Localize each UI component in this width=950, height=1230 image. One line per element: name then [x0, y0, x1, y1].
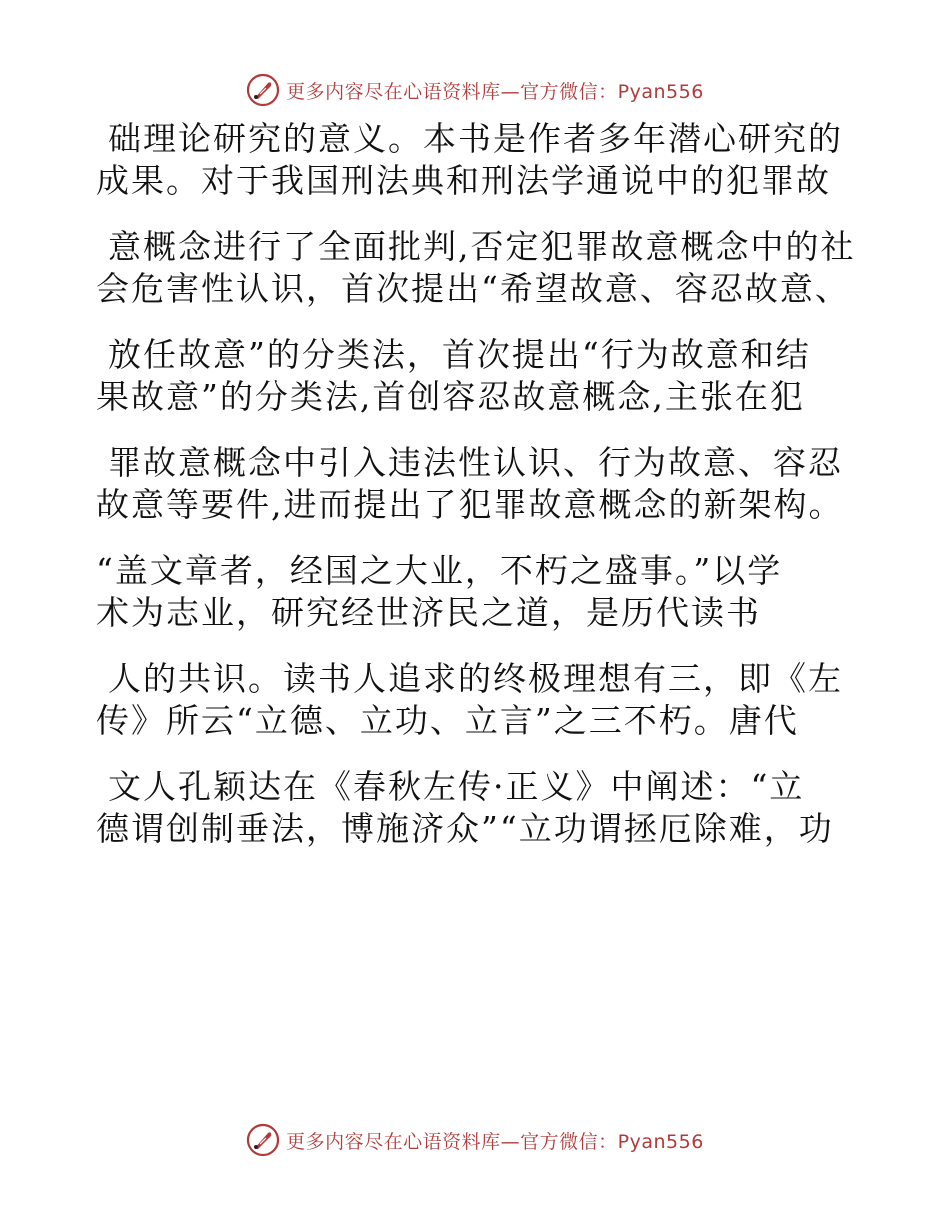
- body-line: 故意等要件,进而提出了犯罪故意概念的新架构。: [96, 485, 844, 524]
- body-line: 罪故意概念中引入违法性认识、行为故意、容忍: [108, 443, 843, 482]
- body-line: 果故意”的分类法,首创容忍故意概念,主张在犯: [96, 377, 805, 416]
- feather-pen-logo-icon: [246, 1123, 280, 1157]
- watermark-text: 更多内容尽在心语资料库—官方微信：Pyan556: [286, 1130, 704, 1153]
- watermark-text: 更多内容尽在心语资料库—官方微信：Pyan556: [286, 80, 704, 103]
- body-line: 文人孔颖达在《春秋左传·正义》中阐述：“立: [108, 767, 805, 806]
- body-line: 德谓创制垂法，博施济众”“立功谓拯厄除难，功: [96, 809, 834, 848]
- body-line: 传》所云“立德、立功、立言”之三不朽。唐代: [96, 701, 799, 740]
- feather-pen-logo-icon: [246, 73, 280, 107]
- header-watermark: [0, 70, 950, 110]
- footer-watermark-inner: [246, 1123, 704, 1157]
- body-line: “盖文章者，经国之大业，不朽之盛事。”以学: [96, 551, 783, 590]
- footer-watermark: [0, 1120, 950, 1160]
- body-line: 成果。对于我国刑法典和刑法学通说中的犯罪故: [96, 161, 831, 200]
- body-line: 人的共识。读书人追求的终极理想有三，即《左: [108, 659, 843, 698]
- body-line: 会危害性认识，首次提出“希望故意、容忍故意、: [96, 269, 850, 308]
- body-line: 放任故意”的分类法，首次提出“行为故意和结: [108, 335, 811, 374]
- body-line: 意概念进行了全面批判,否定犯罪故意概念中的社: [108, 227, 856, 266]
- body-line: 础理论研究的意义。本书是作者多年潜心研究的: [108, 119, 843, 158]
- body-line: 术为志业，研究经世济民之道，是历代读书: [96, 593, 761, 632]
- page-body: [96, 118, 856, 850]
- header-watermark-inner: [246, 73, 704, 107]
